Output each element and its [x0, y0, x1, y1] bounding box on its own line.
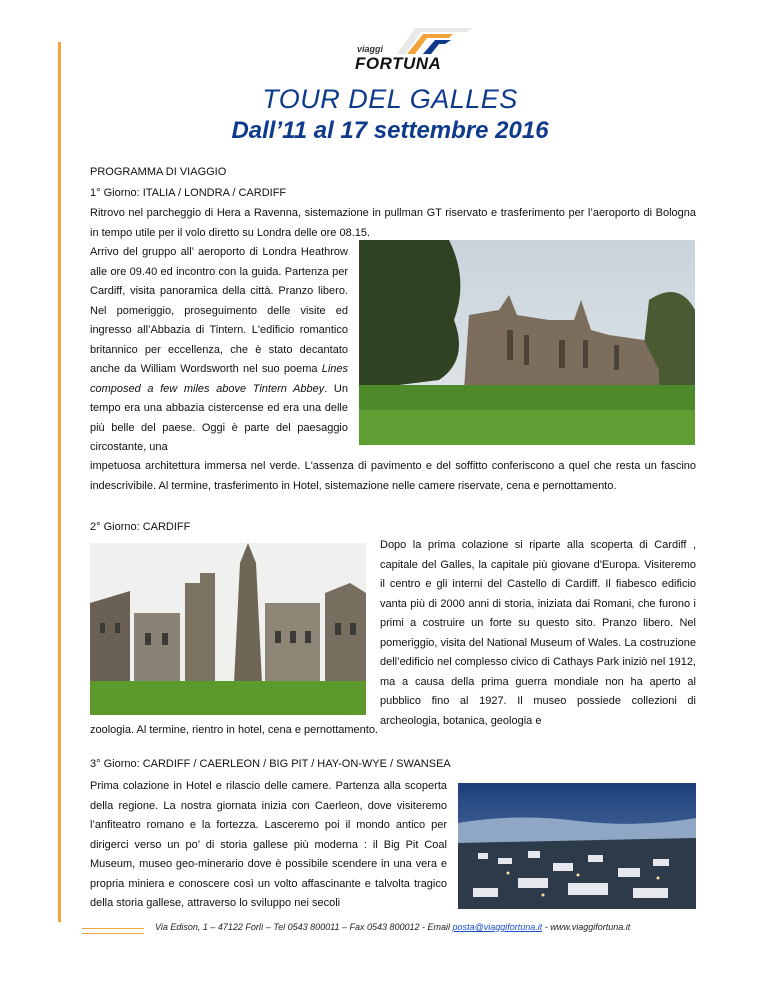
day1-intro: Ritrovo nel parcheggio di Hera a Ravenna, sistemazione in pullman GT riservato e trasferimento per l’aeroporto di Bologna in tempo utile per il volo diretto su Londra delle ore 08.15. — [90, 207, 696, 239]
day2-heading: 2° Giorno: CARDIFF — [90, 521, 191, 533]
tour-title: TOUR DEL GALLES — [262, 84, 518, 114]
section-heading: PROGRAMMA DI VIAGGIO — [90, 166, 227, 178]
tintern-abbey-photo — [359, 240, 695, 445]
day3-column: Prima colazione in Hotel e rilascio delle camere. Partenza alla scoperta della regione. La nostra giornata inizia con Caerleon, dove visiteremo l’anfiteatro romano e la fortezza. Lasceremo poi il mondo antico per dirigerci verso un po’ di storia gallese più moderna : il Big Pit Coal Museum, museo geo-minerario dove è possibile scendere in una vera e propria miniera e conoscere così un volto affascinante e talvolta tragico della storia gallese, attraverso lo sviluppo nei secoli — [90, 780, 447, 909]
day2-column: Dopo la prima colazione si riparte alla scoperta di Cardiff , capitale del Galles, la capitale più giovane d'Europa. Visiteremo il centro e gli interni del Castello di Cardiff. Il fiabesco edificio vanta più di 2000 anni di storia, iniziata dai Romani, che furono i primi a costruire un forte su questo sito. Pranzo libero. Nel pomeriggio, visita del National Museum of Wales. La costruzione dell’edificio nel complesso civico di Cathays Park iniziò nel 1912, ma a causa della prima guerra mondiale non ha aperto al pubblico fino al 1927. Il museo possiede collezioni di archeologia, botanica, geologia e — [380, 539, 696, 727]
day1-tail: impetuosa architettura immersa nel verde. L'assenza di pavimento e del soffitto conferiscono a quel che resta un fascino indescrivibile. Al termine, trasferimento in Hotel, sistemazione nelle camere riservate, cena e pernottamento. — [90, 460, 696, 492]
logo-big-text: FORTUNA — [355, 54, 442, 73]
footer-website: - www.viaggifortuna.it — [542, 922, 631, 932]
day1-heading: 1° Giorno: ITALIA / LONDRA / CARDIFF — [90, 187, 287, 199]
footer-contacts — [155, 922, 630, 932]
swansea-photo — [458, 783, 696, 909]
day1-column-text: Arrivo del gruppo all’ aeroporto di Londra Heathrow alle ore 09.40 ed incontro con la guida. Partenza per Cardiff, visita panoramica della città. Pranzo libero. Nel pomeriggio, proseguimento delle visite ed ingresso all’Abbazia di Tintern. L'edificio romantico britannico per eccellenza, che è stato decantato anche da William Wordsworth nel suo poema — [90, 246, 348, 375]
day2-tail: zoologia. Al termine, rientro in hotel, cena e pernottamento. — [90, 724, 379, 736]
day1-column-text-2: . Un tempo era una abbazia cistercense ed era una delle più belle del paese. Oggi è parte del paesaggio circostante, una — [90, 382, 348, 453]
cardiff-castle-photo — [90, 543, 366, 715]
tour-dates: Dall’11 al 17 settembre 2016 — [231, 117, 549, 144]
poem-title: Lines composed a few miles above Tintern Abbey — [90, 363, 348, 395]
logo-small-text: viaggi — [357, 44, 384, 54]
footer-accent-rule — [82, 928, 144, 934]
footer-address: Via Edison, 1 – 47122 Forlì – Tel 0543 800011 – Fax 0543 800012 - Email — [155, 922, 453, 932]
day1-column — [90, 243, 348, 458]
left-accent-rule — [58, 42, 61, 922]
footer-email-link[interactable]: posta@viaggifortuna.it — [452, 922, 543, 932]
company-logo — [355, 26, 475, 74]
day3-heading: 3° Giorno: CARDIFF / CAERLEON / BIG PIT / HAY-ON-WYE / SWANSEA — [90, 758, 451, 770]
